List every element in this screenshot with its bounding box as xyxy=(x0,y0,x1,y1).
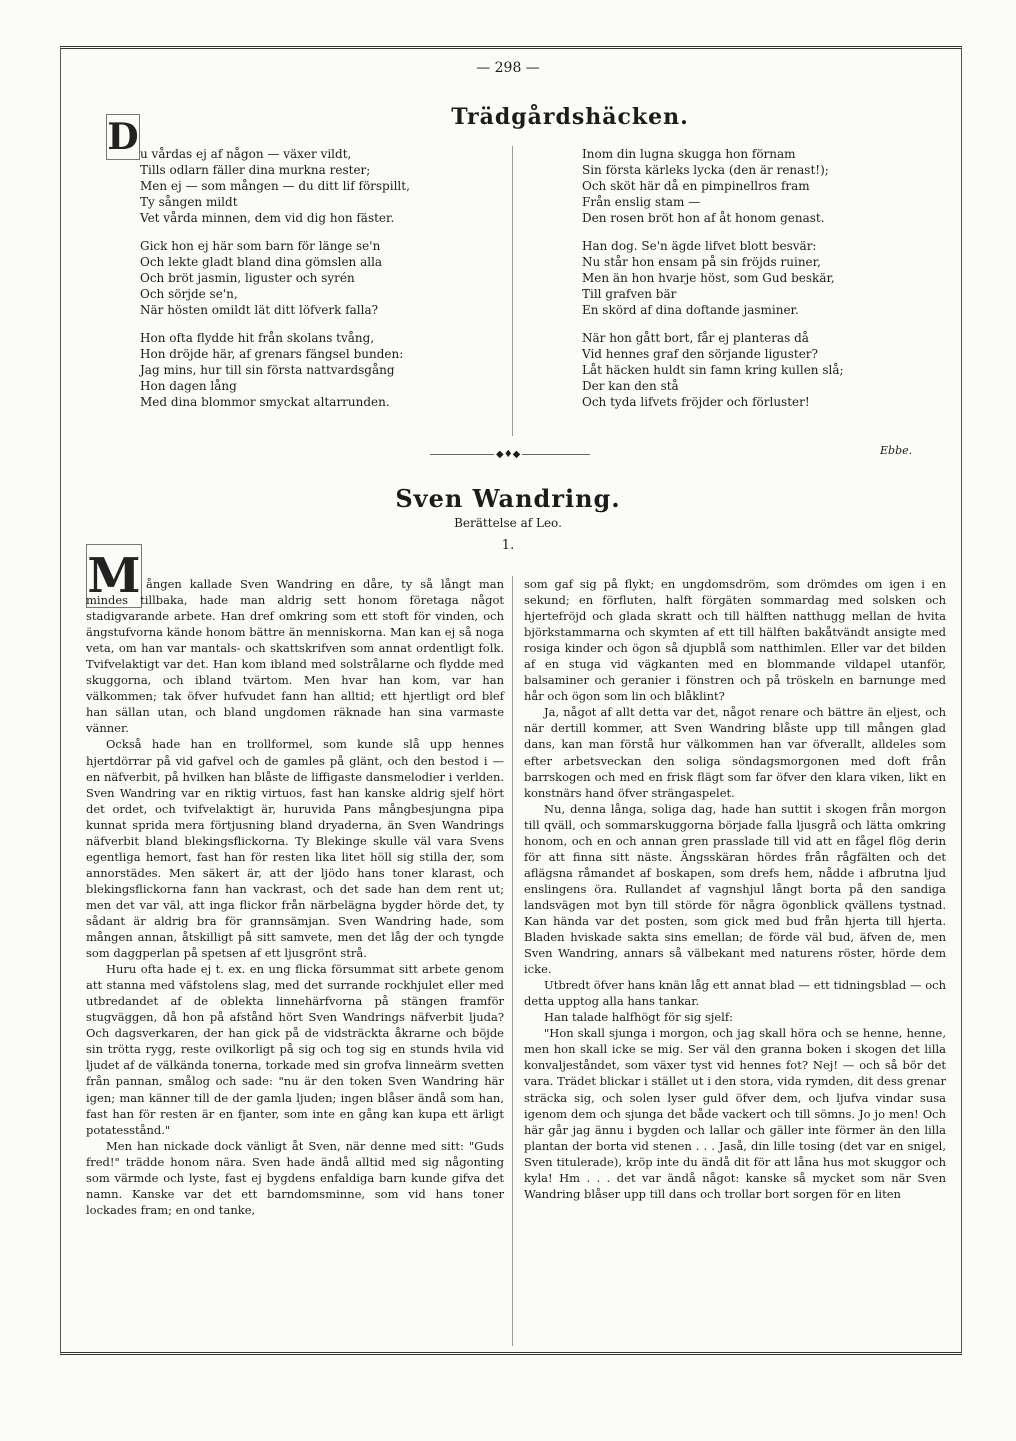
verse-line: Och bröt jasmin, liguster och syrén xyxy=(140,271,355,285)
verse-line: Med dina blommor smyckat altarrunden. xyxy=(140,395,390,409)
story-subtitle: Berättelse af Leo. xyxy=(454,516,562,530)
verse-line: Till grafven bär xyxy=(582,287,677,301)
verse-line: Men ej — som mången — du ditt lif förspillt, xyxy=(140,179,410,193)
verse-line: Tills odlarn fäller dina murkna rester; xyxy=(140,163,371,177)
paragraph: Också hade han en trollformel, som kunde slå upp hennes hjertdörrar på vid gafvel och de gamles på glänt, och den bestod i — en näfverbit, på hvilken han blåste de liffigaste dansmelodier i verlden. Sven Wandring var en riktig virtuos, fast han kanske aldrig sjelf hört det ordet, och tvifvelaktigt är, huruvida Pans mångbesjungna pipa kunnat sprida mera förtjusning bland dryaderna, än Sven Wandrings näfverbit bland blekingsflickorna. Ty Blekinge skulle väl vara Svens egentliga hemort, fast han för resten lika litet höll sig stilla der, som annorstädes. Men säkert är, att der ljödo hans toner klarast, och blekingsflickorna fann han vackrast, och det sade han dem rent ut; men det var väl, att inga flickor från närbelägna bygder hörde det, ty sådant är aldrig bra för grannsämjan. Sven Wandring hade, som mången annan, åtskilligt på sitt samvete, men det låg der och tyngde som daggperlan på spetsen af ett ljusgrönt strå. xyxy=(86,737,504,961)
verse-line: Sin första kärleks lycka (den är renast!); xyxy=(582,163,829,177)
stanza xyxy=(140,330,500,410)
verse-line: Vid hennes graf den sörjande liguster? xyxy=(582,347,818,361)
verse-line: Och sköt här då en pimpinellros fram xyxy=(582,179,810,193)
stanza xyxy=(582,146,922,226)
story-drop-cap: M xyxy=(86,544,142,608)
verse-line: Hon dagen lång xyxy=(140,379,237,393)
stanza xyxy=(582,238,922,318)
verse-line: Låt häcken huldt sin famn kring kullen slå; xyxy=(582,363,844,377)
verse-line: Den rosen bröt hon af åt honom genast. xyxy=(582,211,825,225)
poem-left-column xyxy=(140,146,500,422)
verse-line: Och lekte gladt bland dina gömslen alla xyxy=(140,255,383,269)
verse-line: Gick hon ej här som barn för länge se'n xyxy=(140,239,381,253)
paragraph: Men han nickade dock vänligt åt Sven, när denne med sitt: "Guds fred!" trädde honom nära. Sven hade ändå alltid med sig någonting som värmde och lyste, fast ej bygdens enfaldiga barn kunde gifva det namn. Kanske var det ett barndomsminne, som vid hans toner lockades fram; en ond tanke, xyxy=(86,1138,504,1217)
paragraph: Utbredt öfver hans knän låg ett annat blad — ett tidningsblad — och detta upptog alla hans tankar. xyxy=(524,978,946,1009)
story-title: Sven Wandring. xyxy=(395,484,621,513)
verse-line: u vårdas ej af någon — växer vildt, xyxy=(140,147,352,161)
verse-line: Och sörjde se'n, xyxy=(140,287,238,301)
paragraph: Han talade halfhögt för sig sjelf: xyxy=(544,1010,733,1025)
story-column-rule xyxy=(512,576,513,1346)
paragraph: Huru ofta hade ej t. ex. en ung flicka försummat sitt arbete genom att stanna med väfstolens slag, med det surrande rockhjulet eller med utbredandet af de oblekta linnehärfvorna på stängen framför stugväggen, då hon på afstånd hört Sven Wandrings näfverbit ljuda? Och dagsverkaren, der han gick på de vidsträckta åkrarne och böjde sin trötta rygg, reste ovilkorligt på sig och tog sig en stunds hvila vid ljudet af de välkända tonerna, torkade med sin grofva linneärm svetten från pannan, smålog och sade: "nu är den token Sven Wandring här igen; man känner till de der gamla ljuden; ingen blåser ändå som han, fast han för resten är en fjanter, som inte en gång kan kupa ett ärligt potatesstånd." xyxy=(86,962,504,1137)
divider-ornament: ◆♦◆ xyxy=(496,449,521,460)
paragraph: ången kallade Sven Wandring en dåre, ty så långt man mindes tillbaka, hade man aldrig sett honom företaga något stadigvarande arbete. Han dref omkring som ett stoft för vinden, och ängstufvorna kände honom bättre än menniskorna. Man kan ej så noga veta, om han var mantals- och skattskrifven som annat ordentligt folk. Tvifvelaktigt var det. Han kom ibland med solstrålarne och flydde med skuggorna, och ibland tvärtom. Men hvar han kom, var han välkommen; tak öfver hufvudet fann han alltid; ett hjertligt ord blef han sällan utan, och bland ungdomen räknade han sina varmaste vänner. xyxy=(86,577,504,736)
verse-line: När hon gått bort, får ej planteras då xyxy=(582,331,809,345)
verse-line: Nu står hon ensam på sin fröjds ruiner, xyxy=(582,255,821,269)
verse-line: Hon dröjde här, af grenars fängsel bunden: xyxy=(140,347,404,361)
section-divider xyxy=(430,449,590,460)
verse-line: När hösten omildt lät ditt löfverk falla? xyxy=(140,303,379,317)
verse-line: Vet vårda minnen, dem vid dig hon fäster. xyxy=(140,211,395,225)
stanza xyxy=(140,146,500,226)
paragraph: "Hon skall sjunga i morgon, och jag skall höra och se henne, henne, men hon skall icke se mig. Ser väl den granna boken i skogen det lilla konvaljeståndet, som växer tyst vid hennes fot? Nej! — och så bör det vara. Trädet blickar i stället ut i den stora, vida rymden, dit dess grenar sträcka sig, och solen lyser guld öfver dem, och ljufva vindar susa igenom dem och sjunga det både vackert och till sömns. Jo jo men! Och här går jag ännu i bygden och lallar och gäller inte förmer än den lilla plantan der borta vid stenen . . . Jaså, din lille tosing (det var en snigel, Sven titulerade), kröp inte du ändå dit för att låna hus mot skuggor och kyla! Hm . . . det var ändå något: kanske så mycket som när Sven Wandring blåser upp till dans och trollar bort sorgen för en liten xyxy=(524,1026,946,1201)
paragraph: Ja, något af allt detta var det, något renare och bättre än eljest, och när dertill kommer, att Sven Wandring blåste upp till mången glad dans, kan man förstå hur välkommen han var öfverallt, alldeles som efter arbetsveckan den soliga söndagsmorgonen med doft från barrskogen och med en frisk flägt som far öfver den klara viken, likt en konstnärs hand öfver strängaspelet. xyxy=(524,705,946,800)
chapter-number: 1. xyxy=(501,538,515,553)
verse-line: Men än hon hvarje höst, som Gud beskär, xyxy=(582,271,835,285)
poem-column-rule xyxy=(512,146,513,436)
poem-right-column xyxy=(582,146,922,422)
verse-line: Jag mins, hur till sin första nattvardsgång xyxy=(140,363,395,377)
verse-line: Der kan den stå xyxy=(582,379,679,393)
paragraph: som gaf sig på flykt; en ungdomsdröm, som drömdes om igen i en sekund; en förfluten, halft förgäten sommardag med solsken och hjertefröjd och glada skratt och till hälften natthugg mellan de hvita björkstammarna och skymten af ett till hälften bakåtvändt ansigte med rosiga kinder och ögon så djupblå som natthimlen. Eller var det bilden af en stuga vid vägkanten med en blommande vildapel utanför, balsaminer och geranier i fönstren och på tröskeln en barnunge med hår och ögon som lin och blåklint? xyxy=(524,577,946,704)
stanza xyxy=(582,330,922,410)
verse-line: Från enslig stam — xyxy=(582,195,701,209)
story-right-column xyxy=(524,576,946,1202)
poem-title: Trädgårdshäcken. xyxy=(451,104,689,130)
verse-line: En skörd af dina doftande jasminer. xyxy=(582,303,799,317)
story-left-column xyxy=(86,576,504,1218)
verse-line: Inom din lugna skugga hon förnam xyxy=(582,147,796,161)
poem-drop-cap: D xyxy=(107,116,139,158)
verse-line: Hon ofta flydde hit från skolans tvång, xyxy=(140,331,375,345)
verse-line: Ty sången mildt xyxy=(140,195,238,209)
paragraph: Nu, denna långa, soliga dag, hade han suttit i skogen från morgon till qväll, och sommarskuggorna började falla ljusgrå och lätta omkring honom, och en och annan gren prasslade till vid att en fågel flög derin för att finna sitt näste. Ängsskäran hördes från rågfälten och det aflägsna råmandet af boskapen, som drefs hem, nådde i afbrutna ljud enslingens öra. Rullandet af vagnshjul långt borta på den sandiga landsvägen mot byn till störde för några ögonblick qvällens tystnad. Kan hända var det posten, som gick med bud från hjerta till hjerta. Bladen hviskade sakta sins emellan; de förde väl bud, äfven de, men Sven Wandring, annars så välbekant med naturens röster, hörde dem icke. xyxy=(524,801,946,977)
page-number: — 298 — xyxy=(476,60,540,76)
stanza xyxy=(140,238,500,318)
poem-signature: Ebbe. xyxy=(880,444,913,457)
verse-line: Han dog. Se'n ägde lifvet blott besvär: xyxy=(582,239,817,253)
verse-line: Och tyda lifvets fröjder och förluster! xyxy=(582,395,810,409)
